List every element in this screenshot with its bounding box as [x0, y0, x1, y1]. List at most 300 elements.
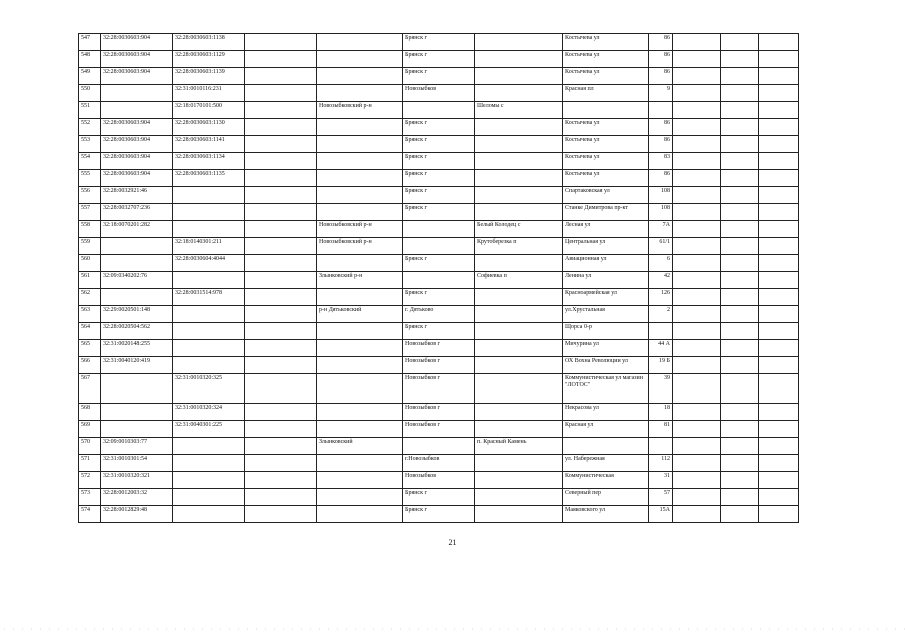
cell-num: 568	[79, 404, 101, 421]
cell-cadastral-1: 32:28:0030603:904	[101, 153, 173, 170]
cell-num: 560	[79, 255, 101, 272]
cell-city	[403, 238, 475, 255]
cell-street: Костычева ул	[563, 170, 649, 187]
cell-cadastral-2: 32:28:0030603:1141	[173, 136, 245, 153]
cell-num: 551	[79, 102, 101, 119]
cell-district: Новозыбковский р-н	[317, 238, 403, 255]
cell-cadastral-2	[173, 221, 245, 238]
cell-settlement	[475, 340, 563, 357]
cell-district	[317, 119, 403, 136]
cell-col10	[673, 153, 721, 170]
cell-district	[317, 85, 403, 102]
cell-house	[649, 102, 673, 119]
cell-num: 548	[79, 51, 101, 68]
cell-num: 555	[79, 170, 101, 187]
cell-street: Некрасова ул	[563, 404, 649, 421]
cell-col12	[759, 455, 799, 472]
cell-col4	[245, 221, 317, 238]
cell-settlement	[475, 489, 563, 506]
cell-district	[317, 421, 403, 438]
table-row	[79, 421, 799, 438]
cell-cadastral-2	[173, 323, 245, 340]
cell-house: 15А	[649, 506, 673, 523]
table-row	[79, 306, 799, 323]
cell-street: Костычева ул	[563, 136, 649, 153]
cell-cadastral-2	[173, 472, 245, 489]
cell-settlement: Софиевка п	[475, 272, 563, 289]
table-row	[79, 455, 799, 472]
cell-district	[317, 455, 403, 472]
cell-cadastral-2: 32:28:0030603:1130	[173, 119, 245, 136]
cell-settlement	[475, 170, 563, 187]
cell-col10	[673, 85, 721, 102]
cell-cadastral-1: 32:31:0010320:321	[101, 472, 173, 489]
cell-city: Новозыбков г	[403, 340, 475, 357]
cell-house	[649, 438, 673, 455]
cell-district	[317, 489, 403, 506]
cell-settlement	[475, 153, 563, 170]
cell-cadastral-1	[101, 374, 173, 404]
cell-street: Ленина ул	[563, 272, 649, 289]
cell-cadastral-1: 32:28:0012829:48	[101, 506, 173, 523]
table-row	[79, 238, 799, 255]
cell-cadastral-2	[173, 438, 245, 455]
cell-cadastral-1	[101, 85, 173, 102]
cell-cadastral-1	[101, 255, 173, 272]
table-row	[79, 404, 799, 421]
cell-col4	[245, 34, 317, 51]
table-row	[79, 34, 799, 51]
cell-col11	[721, 238, 759, 255]
cell-col4	[245, 455, 317, 472]
cell-col12	[759, 374, 799, 404]
cell-col12	[759, 170, 799, 187]
cell-num: 558	[79, 221, 101, 238]
cell-city: г.Новозыбков	[403, 455, 475, 472]
cell-cadastral-1: 32:28:0032921:46	[101, 187, 173, 204]
cell-num: 557	[79, 204, 101, 221]
cell-settlement	[475, 289, 563, 306]
cell-col12	[759, 404, 799, 421]
cell-settlement	[475, 506, 563, 523]
cell-city: Новозыбков г	[403, 374, 475, 404]
cell-cadastral-2	[173, 489, 245, 506]
cell-cadastral-2	[173, 306, 245, 323]
cell-cadastral-2: 32:28:0030603:1139	[173, 68, 245, 85]
cell-district	[317, 34, 403, 51]
cell-col11	[721, 153, 759, 170]
cell-city: Брянск г	[403, 153, 475, 170]
cell-house: 86	[649, 119, 673, 136]
cell-settlement	[475, 421, 563, 438]
cell-city: Новозыбков г	[403, 421, 475, 438]
cell-num: 573	[79, 489, 101, 506]
cell-district	[317, 289, 403, 306]
cell-col12	[759, 238, 799, 255]
registry-body	[79, 34, 799, 523]
cell-col4	[245, 374, 317, 404]
cell-house: 61/1	[649, 238, 673, 255]
cell-cadastral-2: 32:31:0010320:325	[173, 374, 245, 404]
cell-cadastral-2: 32:31:0010320:324	[173, 404, 245, 421]
cell-num: 554	[79, 153, 101, 170]
cell-cadastral-1: 32:09:0010303:77	[101, 438, 173, 455]
cell-num: 572	[79, 472, 101, 489]
cell-cadastral-2	[173, 340, 245, 357]
cell-district: р-н Дятьковский	[317, 306, 403, 323]
cell-house: 39	[649, 374, 673, 404]
cell-settlement	[475, 85, 563, 102]
cell-settlement	[475, 255, 563, 272]
cell-col11	[721, 187, 759, 204]
cell-district: Злынковский	[317, 438, 403, 455]
cell-city: Брянск г	[403, 51, 475, 68]
cell-street: Красноармейская ул	[563, 289, 649, 306]
cell-street: Костычева ул	[563, 34, 649, 51]
cell-house: 31	[649, 472, 673, 489]
cell-col10	[673, 136, 721, 153]
cell-settlement: Крутоберезка п	[475, 238, 563, 255]
cell-col12	[759, 323, 799, 340]
cell-col12	[759, 438, 799, 455]
cell-city: Новозыбков	[403, 85, 475, 102]
cell-district	[317, 323, 403, 340]
table-row	[79, 51, 799, 68]
cell-col4	[245, 170, 317, 187]
cell-col4	[245, 438, 317, 455]
cell-cadastral-2: 32:28:0030604:4044	[173, 255, 245, 272]
cell-street: Маяковского ул	[563, 506, 649, 523]
cell-cadastral-1: 32:31:0040120:419	[101, 357, 173, 374]
cell-col11	[721, 306, 759, 323]
cell-street: Спартаковская ул	[563, 187, 649, 204]
cell-cadastral-1	[101, 289, 173, 306]
cell-col11	[721, 85, 759, 102]
cell-col10	[673, 221, 721, 238]
cell-num: 562	[79, 289, 101, 306]
cell-num: 569	[79, 421, 101, 438]
cell-cadastral-1	[101, 238, 173, 255]
cell-district	[317, 357, 403, 374]
table-row	[79, 221, 799, 238]
cell-num: 564	[79, 323, 101, 340]
cell-col10	[673, 306, 721, 323]
cell-street: Авиационная ул	[563, 255, 649, 272]
cell-col4	[245, 340, 317, 357]
cell-col11	[721, 102, 759, 119]
cell-col12	[759, 34, 799, 51]
cell-city: Брянск г	[403, 289, 475, 306]
cell-cadastral-1	[101, 102, 173, 119]
cell-num: 570	[79, 438, 101, 455]
cell-col11	[721, 119, 759, 136]
table-row	[79, 323, 799, 340]
cell-col12	[759, 489, 799, 506]
cell-col4	[245, 506, 317, 523]
cell-street: Северный пер	[563, 489, 649, 506]
cell-house: 57	[649, 489, 673, 506]
cell-col12	[759, 153, 799, 170]
cell-col4	[245, 204, 317, 221]
cell-cadastral-1: 32:28:0030603:904	[101, 34, 173, 51]
cell-num: 561	[79, 272, 101, 289]
cell-district: Новозыбковский р-н	[317, 221, 403, 238]
table-row	[79, 85, 799, 102]
cell-cadastral-1: 32:29:0020501:148	[101, 306, 173, 323]
cell-col10	[673, 119, 721, 136]
cell-col4	[245, 238, 317, 255]
cell-cadastral-2	[173, 357, 245, 374]
cell-col4	[245, 323, 317, 340]
cell-house	[649, 323, 673, 340]
cell-col4	[245, 119, 317, 136]
cell-cadastral-1: 32:28:0012003:32	[101, 489, 173, 506]
cell-col11	[721, 51, 759, 68]
table-row	[79, 289, 799, 306]
cell-col12	[759, 272, 799, 289]
cell-col4	[245, 421, 317, 438]
cell-settlement	[475, 357, 563, 374]
cell-col12	[759, 85, 799, 102]
cell-house: 2	[649, 306, 673, 323]
cell-col4	[245, 51, 317, 68]
cell-col11	[721, 506, 759, 523]
cell-num: 553	[79, 136, 101, 153]
cell-settlement	[475, 136, 563, 153]
cell-num: 574	[79, 506, 101, 523]
cell-city: Брянск г	[403, 323, 475, 340]
table-row	[79, 102, 799, 119]
cell-col12	[759, 51, 799, 68]
cell-col11	[721, 438, 759, 455]
cell-settlement: п. Красный Камень	[475, 438, 563, 455]
cell-city: Брянск г	[403, 506, 475, 523]
cell-col11	[721, 289, 759, 306]
cell-col11	[721, 34, 759, 51]
cell-city: Брянск г	[403, 489, 475, 506]
cell-col10	[673, 421, 721, 438]
cell-col4	[245, 85, 317, 102]
scan-noise-strip	[0, 626, 905, 632]
cell-col10	[673, 323, 721, 340]
cell-num: 567	[79, 374, 101, 404]
cell-col11	[721, 68, 759, 85]
cell-street: Коммунистическая	[563, 472, 649, 489]
cell-col11	[721, 204, 759, 221]
cell-settlement	[475, 51, 563, 68]
cell-house: 108	[649, 187, 673, 204]
cell-col12	[759, 204, 799, 221]
cell-col11	[721, 170, 759, 187]
cell-col11	[721, 421, 759, 438]
cell-col12	[759, 136, 799, 153]
cell-col10	[673, 255, 721, 272]
cell-col10	[673, 455, 721, 472]
cell-cadastral-1: 32:28:0030603:904	[101, 136, 173, 153]
cell-col4	[245, 289, 317, 306]
table-row	[79, 119, 799, 136]
cell-num: 547	[79, 34, 101, 51]
cell-num: 556	[79, 187, 101, 204]
cell-num: 566	[79, 357, 101, 374]
cell-cadastral-1: 32:28:0030603:904	[101, 51, 173, 68]
cell-house: 86	[649, 170, 673, 187]
cell-cadastral-2	[173, 204, 245, 221]
cell-col4	[245, 272, 317, 289]
cell-num: 571	[79, 455, 101, 472]
cell-city: Новозыбков	[403, 472, 475, 489]
cell-house: 9	[649, 85, 673, 102]
cell-city: Брянск г	[403, 170, 475, 187]
cell-col4	[245, 68, 317, 85]
cell-col4	[245, 255, 317, 272]
cell-house: 86	[649, 136, 673, 153]
table-row	[79, 170, 799, 187]
cell-col4	[245, 404, 317, 421]
cell-col10	[673, 102, 721, 119]
cell-num: 559	[79, 238, 101, 255]
cell-col10	[673, 51, 721, 68]
cell-street: Коммунистическая ул магазин "ЛОТОС"	[563, 374, 649, 404]
cell-street: Станке Димитрова пр-кт	[563, 204, 649, 221]
cell-cadastral-1: 32:28:0030603:904	[101, 119, 173, 136]
cell-city: Брянск г	[403, 34, 475, 51]
cell-col12	[759, 421, 799, 438]
cell-col12	[759, 102, 799, 119]
cell-street: Лесная ул	[563, 221, 649, 238]
cell-cadastral-1: 32:31:0020148:255	[101, 340, 173, 357]
cell-street: Красная ул	[563, 421, 649, 438]
table-row	[79, 340, 799, 357]
cell-city: Новозыбков г	[403, 357, 475, 374]
cell-district	[317, 68, 403, 85]
cell-col4	[245, 153, 317, 170]
cell-col11	[721, 357, 759, 374]
cell-col11	[721, 472, 759, 489]
cell-col12	[759, 506, 799, 523]
cell-cadastral-2	[173, 272, 245, 289]
cell-city	[403, 438, 475, 455]
cell-cadastral-1: 32:28:0030603:904	[101, 68, 173, 85]
cell-col11	[721, 136, 759, 153]
cell-district	[317, 506, 403, 523]
cell-city: Брянск г	[403, 119, 475, 136]
cell-col11	[721, 323, 759, 340]
cell-house: 7А	[649, 221, 673, 238]
table-row	[79, 374, 799, 404]
cell-cadastral-2: 32:28:0031514:978	[173, 289, 245, 306]
cell-col11	[721, 221, 759, 238]
cell-street: ул.Хрустальная	[563, 306, 649, 323]
cell-cadastral-1: 32:09:0340202:76	[101, 272, 173, 289]
cell-settlement	[475, 34, 563, 51]
cell-house: 19 Б	[649, 357, 673, 374]
cell-col10	[673, 489, 721, 506]
cell-col10	[673, 472, 721, 489]
table-row	[79, 153, 799, 170]
cell-num: 549	[79, 68, 101, 85]
cell-col11	[721, 404, 759, 421]
cell-district	[317, 255, 403, 272]
cell-street: ул. Набережная	[563, 455, 649, 472]
cell-settlement	[475, 374, 563, 404]
cell-settlement	[475, 455, 563, 472]
cell-col10	[673, 272, 721, 289]
property-registry-table	[78, 33, 799, 523]
cell-col10	[673, 68, 721, 85]
cell-col10	[673, 374, 721, 404]
cell-house: 86	[649, 51, 673, 68]
cell-col11	[721, 374, 759, 404]
table-row	[79, 272, 799, 289]
cell-house: 112	[649, 455, 673, 472]
cell-col10	[673, 289, 721, 306]
cell-district	[317, 153, 403, 170]
cell-city: Брянск г	[403, 255, 475, 272]
cell-cadastral-1	[101, 404, 173, 421]
cell-col4	[245, 187, 317, 204]
table-row	[79, 506, 799, 523]
cell-col4	[245, 136, 317, 153]
cell-city	[403, 102, 475, 119]
cell-col12	[759, 289, 799, 306]
cell-cadastral-2: 32:18:0140301:211	[173, 238, 245, 255]
cell-city: г. Дятьково	[403, 306, 475, 323]
cell-col4	[245, 357, 317, 374]
cell-street: ОХ Вохна Революции ул	[563, 357, 649, 374]
cell-house: 18	[649, 404, 673, 421]
cell-street: Щорса 0-р	[563, 323, 649, 340]
cell-city: Брянск г	[403, 136, 475, 153]
cell-house: 86	[649, 34, 673, 51]
cell-settlement	[475, 119, 563, 136]
cell-cadastral-1: 32:28:0020504:562	[101, 323, 173, 340]
cell-house: 86	[649, 68, 673, 85]
cell-district: Новозыбковский р-н	[317, 102, 403, 119]
cell-settlement: Белый Колодец с	[475, 221, 563, 238]
cell-cadastral-1: 32:28:0030603:904	[101, 170, 173, 187]
table-row	[79, 68, 799, 85]
cell-cadastral-2: 32:28:0030603:1129	[173, 51, 245, 68]
cell-cadastral-1: 32:18:0070201:282	[101, 221, 173, 238]
cell-street: Костычева ул	[563, 119, 649, 136]
cell-house: 83	[649, 153, 673, 170]
cell-col10	[673, 357, 721, 374]
cell-house: 6	[649, 255, 673, 272]
cell-col10	[673, 238, 721, 255]
cell-settlement	[475, 68, 563, 85]
cell-col12	[759, 357, 799, 374]
cell-cadastral-2: 32:28:0030603:1138	[173, 34, 245, 51]
cell-col10	[673, 170, 721, 187]
cell-col12	[759, 119, 799, 136]
cell-house: 108	[649, 204, 673, 221]
table-row	[79, 255, 799, 272]
cell-col10	[673, 438, 721, 455]
cell-house: 126	[649, 289, 673, 306]
cell-city: Новозыбков г	[403, 404, 475, 421]
cell-col10	[673, 34, 721, 51]
cell-settlement	[475, 404, 563, 421]
cell-city: Брянск г	[403, 68, 475, 85]
cell-street: Костычева ул	[563, 68, 649, 85]
cell-col10	[673, 340, 721, 357]
cell-num: 550	[79, 85, 101, 102]
cell-col11	[721, 272, 759, 289]
cell-col4	[245, 102, 317, 119]
cell-col12	[759, 306, 799, 323]
cell-col11	[721, 255, 759, 272]
